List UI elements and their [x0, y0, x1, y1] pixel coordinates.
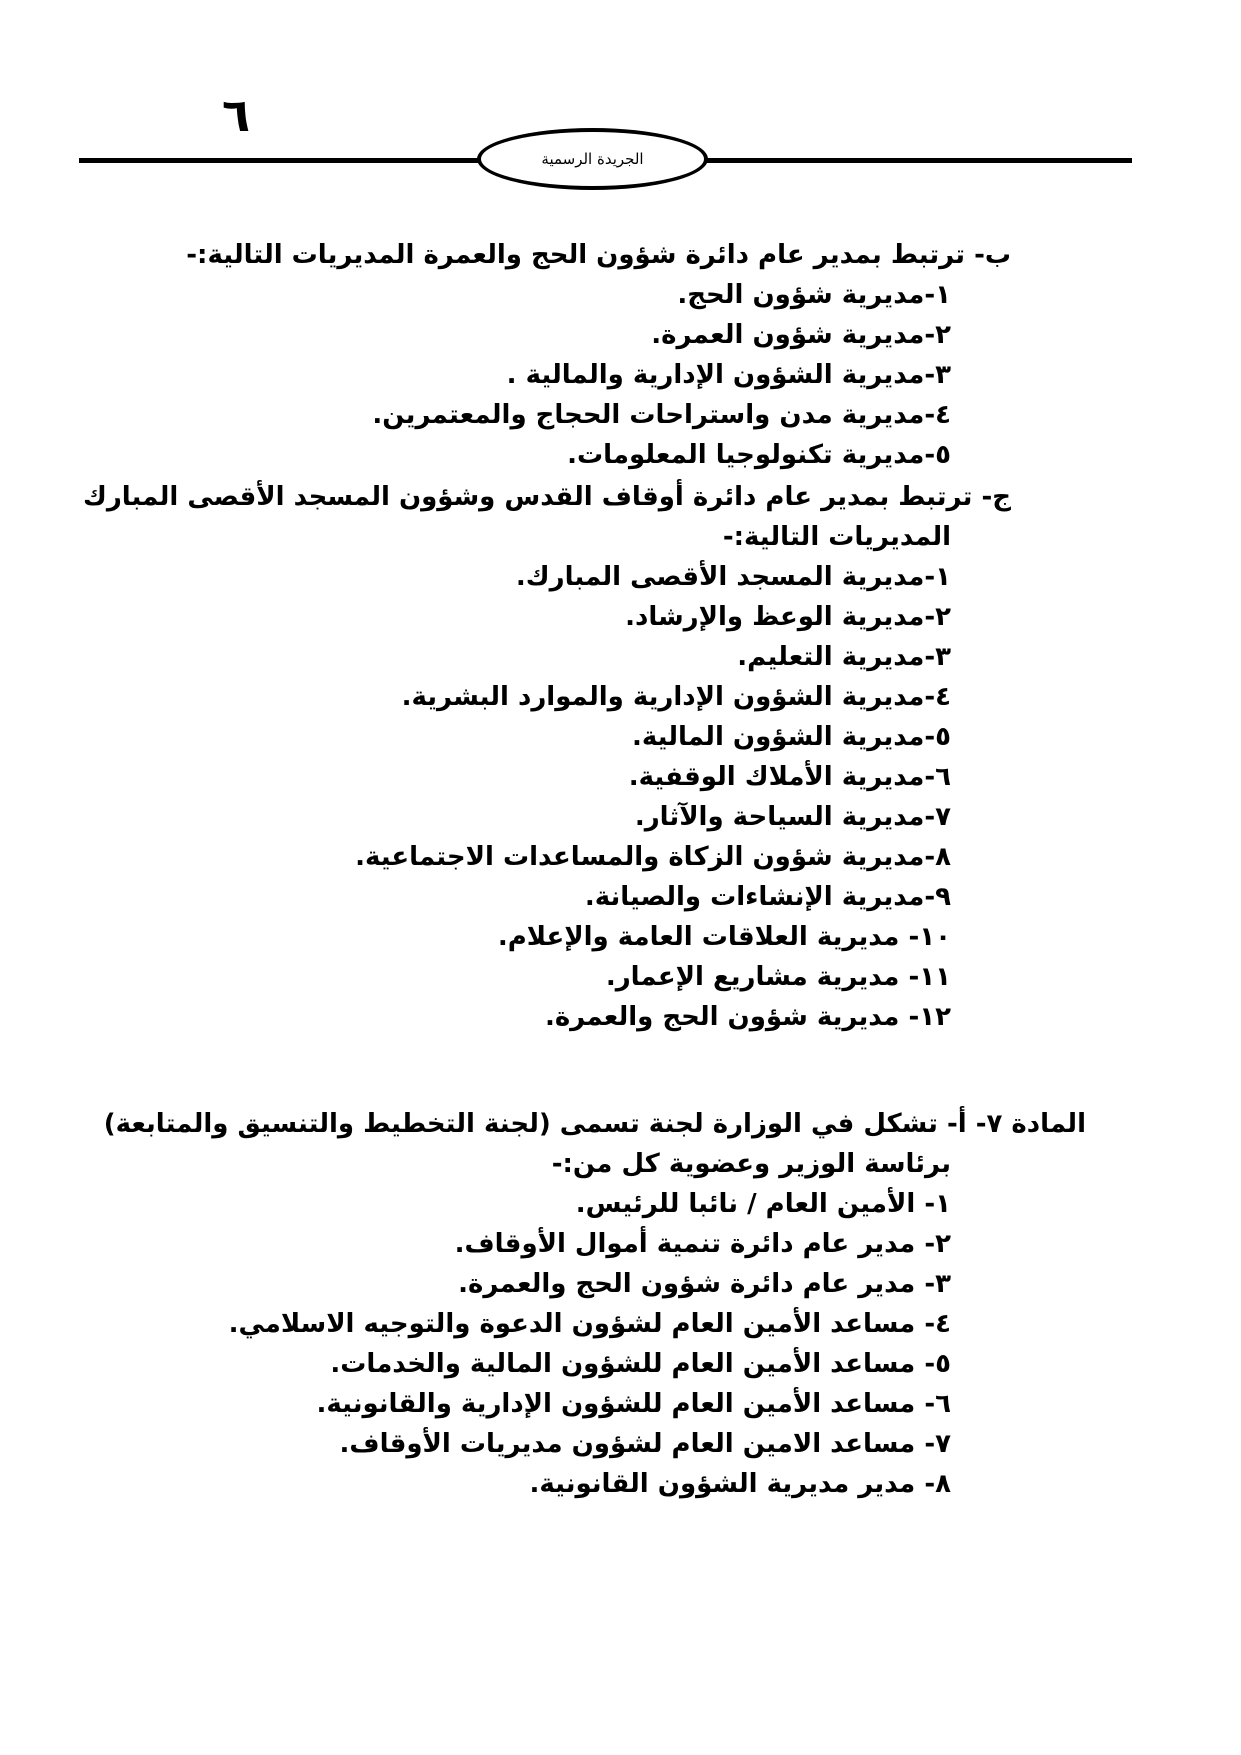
article-7-item: ٣- مدير عام دائرة شؤون الحج والعمرة. — [458, 1269, 951, 1299]
article-7-item: ٥- مساعد الأمين العام للشؤون المالية والخدمات. — [330, 1349, 951, 1379]
article-7-heading: المادة ٧- أ- تشكل في الوزارة لجنة تسمى (لجنة التخطيط والتنسيق والمتابعة) — [103, 1109, 1086, 1139]
header-rule-left — [79, 158, 479, 163]
gazette-title: الجريدة الرسمية — [541, 150, 644, 168]
section-b-heading: ب- ترتبط بمدير عام دائرة شؤون الحج والعمرة المديريات التالية:- — [186, 240, 1011, 270]
section-b-item: ١-مديرية شؤون الحج. — [677, 280, 951, 310]
section-b-item: ٤-مديرية مدن واستراحات الحجاج والمعتمرين. — [372, 400, 951, 430]
section-c-heading-cont: المديريات التالية:- — [722, 522, 951, 552]
section-c-item: ١٠- مديرية العلاقات العامة والإعلام. — [497, 922, 951, 952]
header-rule-right — [706, 158, 1132, 163]
article-7-item: ٨- مدير مديرية الشؤون القانونية. — [529, 1469, 951, 1499]
section-c-item: ٣-مديرية التعليم. — [737, 642, 951, 672]
section-c-item: ٢-مديرية الوعظ والإرشاد. — [625, 602, 951, 632]
article-7-item: ٦- مساعد الأمين العام للشؤون الإدارية والقانونية. — [316, 1389, 951, 1419]
article-7-item: ١- الأمين العام / نائبا للرئيس. — [575, 1189, 951, 1219]
article-7-heading-cont: برئاسة الوزير وعضوية كل من:- — [551, 1149, 951, 1179]
section-c-item: ٤-مديرية الشؤون الإدارية والموارد البشرية. — [401, 682, 951, 712]
section-c-heading: ج- ترتبط بمدير عام دائرة أوقاف القدس وشؤون المسجد الأقصى المبارك — [82, 482, 1011, 512]
gazette-title-oval — [477, 128, 708, 190]
section-c-item: ٨-مديرية شؤون الزكاة والمساعدات الاجتماعية. — [355, 842, 951, 872]
article-7-item: ٧- مساعد الامين العام لشؤون مديريات الأوقاف. — [339, 1429, 951, 1459]
section-c-item: ٩-مديرية الإنشاءات والصيانة. — [584, 882, 951, 912]
article-7-item: ٢- مدير عام دائرة تنمية أموال الأوقاف. — [454, 1229, 951, 1259]
section-b-item: ٢-مديرية شؤون العمرة. — [651, 320, 951, 350]
section-c-item: ١٢- مديرية شؤون الحج والعمرة. — [544, 1002, 951, 1032]
section-c-item: ٥-مديرية الشؤون المالية. — [631, 722, 951, 752]
section-b-item: ٥-مديرية تكنولوجيا المعلومات. — [567, 440, 951, 470]
section-c-item: ٧-مديرية السياحة والآثار. — [634, 802, 951, 832]
section-c-item: ١١- مديرية مشاريع الإعمار. — [605, 962, 951, 992]
page-number: ٦ — [222, 88, 251, 142]
section-c-item: ١-مديرية المسجد الأقصى المبارك. — [515, 562, 951, 592]
article-7-item: ٤- مساعد الأمين العام لشؤون الدعوة والتوجيه الاسلامي. — [228, 1309, 951, 1339]
section-c-item: ٦-مديرية الأملاك الوقفية. — [628, 762, 951, 792]
section-b-item: ٣-مديرية الشؤون الإدارية والمالية . — [506, 360, 951, 390]
